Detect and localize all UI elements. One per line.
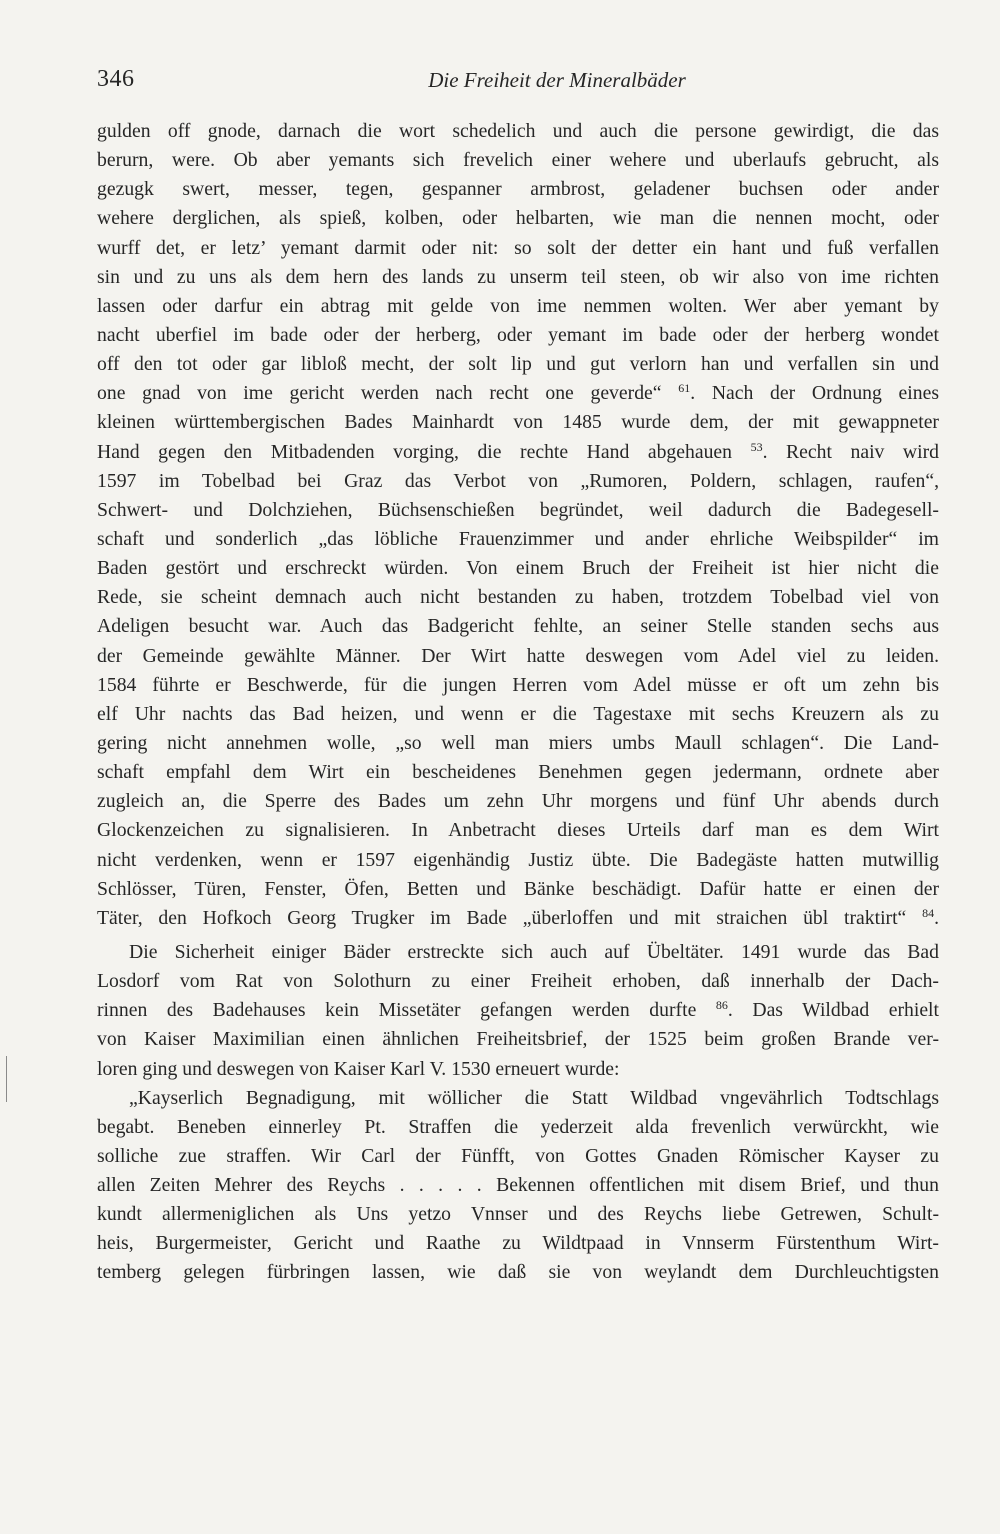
text-line: [97, 1258, 939, 1287]
text-line: [97, 1171, 939, 1200]
text-line: [97, 1025, 939, 1054]
footnote-ref: 84: [922, 905, 935, 920]
text-line: [97, 496, 939, 525]
line-text: Schwert- und Dolchziehen, Büchsenschießen begründet, weil dadurch die Badegesell-: [97, 498, 939, 521]
text-line: [97, 467, 939, 496]
text-line: [97, 996, 939, 1025]
line-text: elf Uhr nachts das Bad heizen, und wenn er die Tagestaxe mit sechs Kreuzern als zu: [97, 702, 939, 725]
text-line: [97, 642, 939, 671]
line-text-continued: . Nach der Ordnung eines: [690, 382, 939, 405]
text-line: [97, 1084, 939, 1113]
text-line: [97, 408, 939, 437]
line-text: 1584 führte er Beschwerde, für die jungen Herren vom Adel müsse er oft um zehn bis: [97, 673, 939, 696]
text-line: [97, 1229, 939, 1258]
line-text: kundt allermeniglichen als Uns yetzo Vnnser und des Reychs liebe Getrewen, Schult-: [97, 1203, 939, 1226]
text-line: [97, 758, 939, 787]
line-text: Hand gegen den Mitbadenden vorging, die rechte Hand abgehauen: [97, 440, 751, 463]
line-text: allen Zeiten Mehrer des Reychs . . . . . Bekennen offentlichen mit disem Brief, und thun: [97, 1174, 939, 1197]
line-text: heis, Burgermeister, Gericht und Raathe zu Wildtpaad in Vnnserm Fürstenthum Wirt-: [97, 1232, 939, 1255]
text-line: [97, 583, 939, 612]
line-text-continued: .: [934, 906, 939, 929]
text-line: [97, 875, 939, 904]
text-line: [97, 787, 939, 816]
text-line: [97, 204, 939, 233]
line-text: gulden off gnode, darnach die wort schedelich und auch die persone gewirdigt, die das: [97, 120, 939, 142]
line-text: sin und zu uns als dem hern des lands zu unserm teil steen, ob wir also von ime richten: [97, 265, 939, 288]
line-text: zugleich an, die Sperre des Bades um zehn Uhr morgens und fünf Uhr abends durch: [97, 790, 939, 813]
line-text: Glockenzeichen zu signalisieren. In Anbetracht dieses Urteils darf man es dem Wirt: [97, 819, 939, 842]
text-line: [97, 904, 939, 933]
text-line: [97, 1055, 939, 1084]
line-text: berurn, were. Ob aber yemants sich frevelich einer wehere und uberlaufs gebrucht, als: [97, 149, 939, 172]
footnote-ref: 53: [750, 439, 763, 454]
line-text: one gnad von ime gericht werden nach recht one geverde“: [97, 382, 679, 405]
line-text: lassen oder darfur ein abtrag mit gelde von ime nemmen wolten. Wer aber yemant by: [97, 294, 939, 317]
line-text: schaft empfahl dem Wirt ein bescheidenes Benehmen gegen jedermann, ordnete aber: [97, 761, 939, 784]
footnote-ref: 61: [678, 381, 691, 396]
line-text: temberg gelegen fürbringen lassen, wie daß sie von weylandt dem Durchleuchtigsten: [97, 1261, 939, 1284]
footnote-ref: 86: [715, 998, 728, 1013]
line-text: gering nicht annehmen wolle, „so well man miers umbs Maull schlagen“. Die Land-: [97, 731, 939, 754]
line-text: Die Sicherheit einiger Bäder erstreckte sich auch auf Übeltäter. 1491 wurde das Bad: [129, 940, 939, 963]
text-line: [97, 729, 939, 758]
line-text: loren ging und deswegen von Kaiser Karl V. 1530 erneuert wurde:: [97, 1057, 620, 1080]
running-title: Die Freiheit der Mineralbäder: [428, 68, 686, 92]
line-text: Losdorf vom Rat von Solothurn zu einer Freiheit erhoben, daß innerhalb der Dach-: [97, 970, 939, 993]
text-line: [97, 554, 939, 583]
text-line: [97, 816, 939, 845]
text-line: [97, 438, 939, 467]
text-line: [97, 379, 939, 408]
text-line: [97, 612, 939, 641]
text-line: [97, 1142, 939, 1171]
text-line: [97, 234, 939, 263]
text-line: [97, 146, 939, 175]
text-line: [97, 1113, 939, 1142]
body-text: [97, 117, 939, 1288]
line-text: begabt. Beneben einnerley Pt. Straffen die yederzeit alda frevenlich verwürckht, wie: [97, 1115, 939, 1138]
text-line: [97, 263, 939, 292]
line-text: 1597 im Tobelbad bei Graz das Verbot von „Rumoren, Poldern, schlagen, raufen“,: [97, 469, 939, 492]
line-text: Baden gestört und erschreckt würden. Von einem Bruch der Freiheit ist hier nicht die: [97, 557, 939, 580]
text-line: [97, 671, 939, 700]
line-text: schaft und sonderlich „das löbliche Frauenzimmer und ander ehrliche Weibspilder“ im: [97, 527, 939, 550]
line-text: wehere derglichen, als spieß, kolben, oder helbarten, wie man die nennen mocht, oder: [97, 207, 939, 230]
text-line: [97, 525, 939, 554]
line-text: rinnen des Badehauses kein Missetäter gefangen werden durfte: [97, 999, 716, 1022]
line-text: nacht uberfiel im bade oder der herberg, oder yemant im bade oder der herberg wondet: [97, 323, 939, 346]
line-text: kleinen württembergischen Bades Mainhardt von 1485 wurde dem, der mit gewappneter: [97, 411, 939, 434]
line-text: wurff det, er letz’ yemant darmit oder nit: so solt der detter ein hant und fuß verfallen: [97, 236, 939, 259]
text-line: [97, 938, 939, 967]
line-text-continued: . Recht naiv wird: [762, 440, 940, 463]
line-text: gezugk swert, messer, tegen, gespanner armbrost, geladener buchsen oder ander: [97, 178, 939, 201]
line-text: „Kayserlich Begnadigung, mit wöllicher die Statt Wildbad vngevährlich Todtschlags: [129, 1086, 939, 1109]
line-text: nicht verdenken, wenn er 1597 eigenhändig Justiz übte. Die Badegäste hatten mutwillig: [97, 848, 939, 871]
line-text: der Gemeinde gewählte Männer. Der Wirt hatte deswegen vom Adel viel zu leiden.: [97, 644, 939, 667]
text-line: [97, 350, 939, 379]
line-text: Schlösser, Türen, Fenster, Öfen, Betten und Bänke beschädigt. Dafür hatte er einen der: [97, 877, 939, 900]
line-text: von Kaiser Maximilian einen ähnlichen Freiheitsbrief, der 1525 beim großen Brande ver-: [97, 1028, 939, 1051]
text-line: [97, 292, 939, 321]
line-text: Adeligen besucht war. Auch das Badgericht fehlte, an seiner Stelle standen sechs aus: [97, 615, 939, 638]
text-line: [97, 321, 939, 350]
line-text-continued: . Das Wildbad erhielt: [727, 999, 939, 1022]
text-line: [97, 700, 939, 729]
line-text: solliche zue straffen. Wir Carl der Fünfft, von Gottes Gnaden Römischer Kayser zu: [97, 1144, 939, 1167]
line-text: Täter, den Hofkoch Georg Trugker im Bade „überloffen und mit straichen übl traktirt“: [97, 906, 923, 929]
line-text: Rede, sie scheint demnach auch nicht bestanden zu haben, trotzdem Tobelbad viel von: [97, 586, 939, 609]
margin-pencil-mark: [6, 1056, 7, 1102]
text-line: [97, 175, 939, 204]
page-number: 346: [97, 66, 135, 92]
page-header: [97, 66, 939, 102]
text-line: [97, 1200, 939, 1229]
line-text: off den tot oder gar libloß mecht, der solt lip und gut verlorn han und verfallen sin und: [97, 353, 939, 376]
text-line: [97, 117, 939, 146]
text-line: [97, 967, 939, 996]
text-line: [97, 846, 939, 875]
